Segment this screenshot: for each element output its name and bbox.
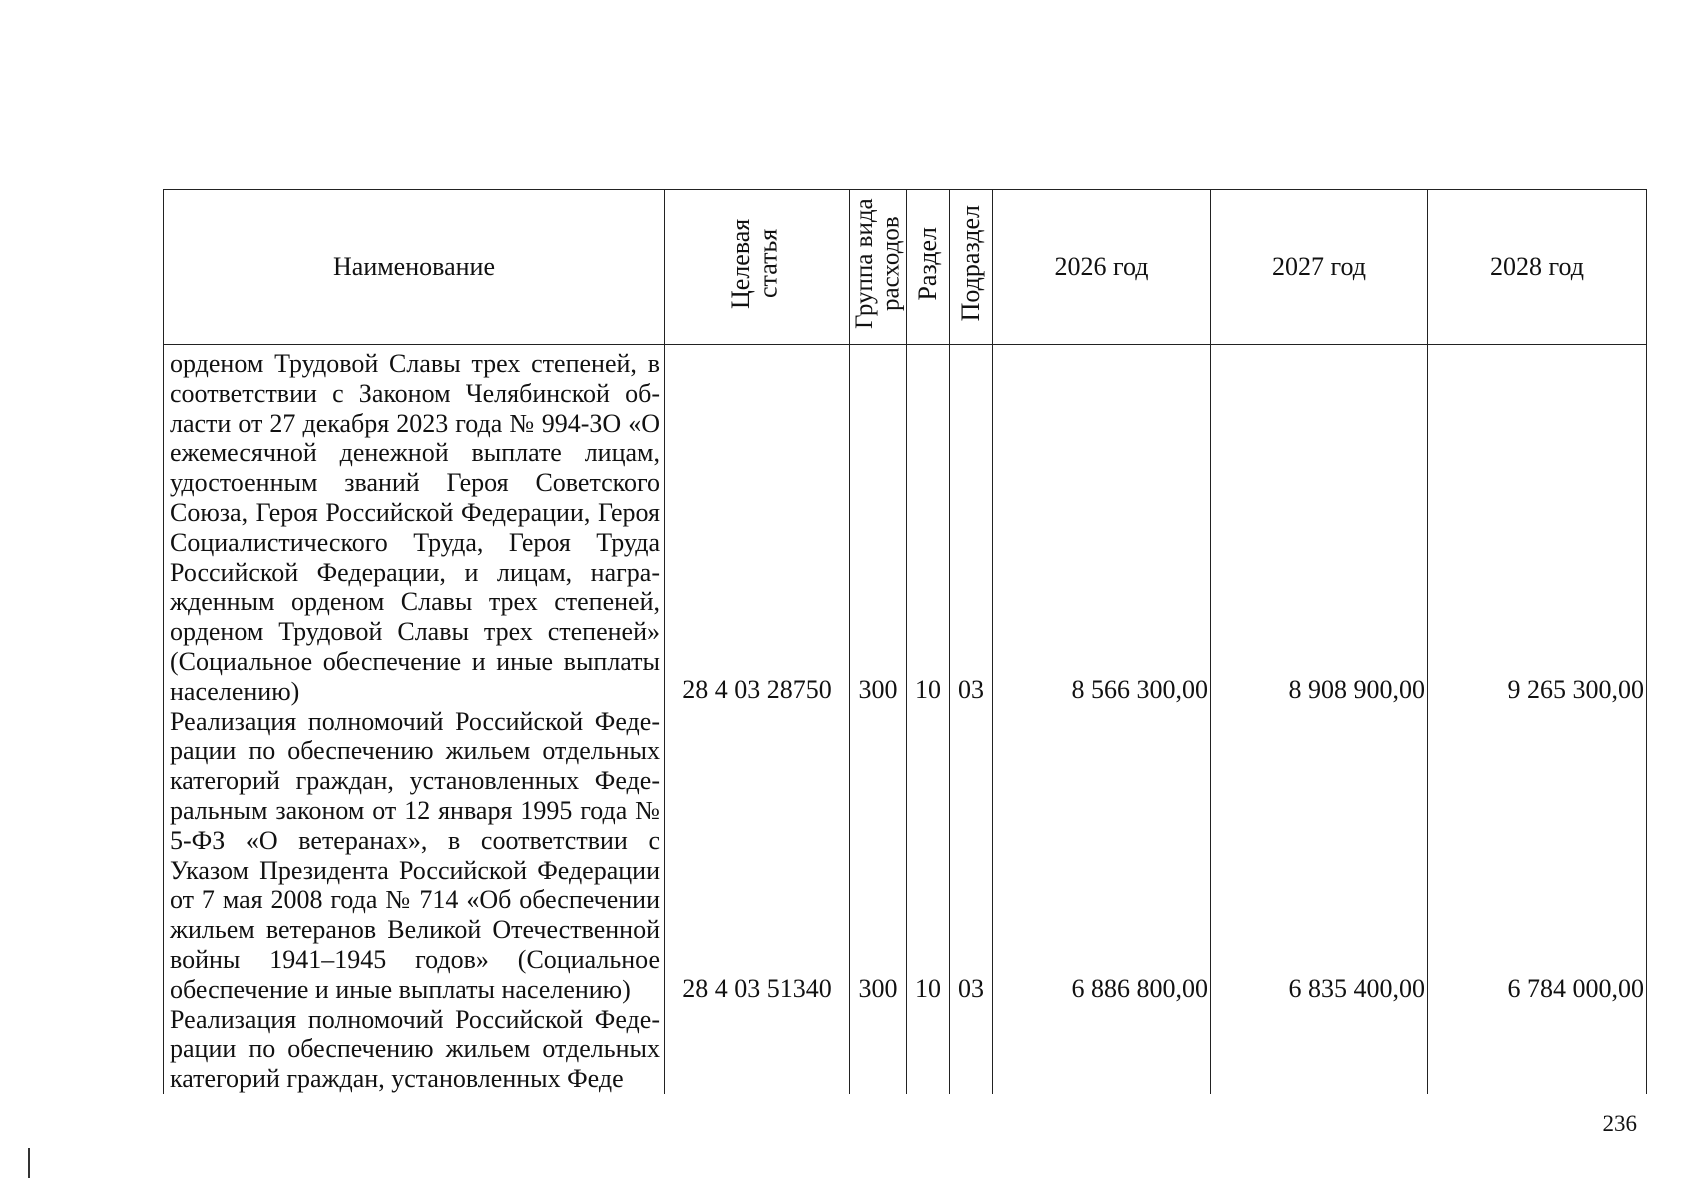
amount-2028: 6 784 000,00 <box>1507 974 1644 1003</box>
subsection-cell <box>950 345 993 1094</box>
header-year-2026: 2026 год <box>993 190 1211 345</box>
name-paragraph: Реализация полномочий Российской Федерации по обеспечению жильем отдельных категорий граждан, установленных Феде <box>170 1004 660 1094</box>
amount-2026: 8 566 300,00 <box>1071 675 1208 704</box>
year-2026-cell <box>993 345 1211 1094</box>
amount-2027: 6 835 400,00 <box>1288 974 1425 1003</box>
header-subsection: Подраздел <box>950 190 993 345</box>
page-number: 236 <box>1602 1111 1637 1136</box>
scan-margin-mark <box>28 1148 30 1178</box>
name-paragraph: Реализация полномочий Российской Федерации по обеспечению жильем отдельных категорий граждан, установленных Федеральным законом от 12 января 1995 года № 5-ФЗ «О ветеранах», в соответствии с Указом Президента Российской Федерации от 7 мая 2008 года № 714 «Об обеспечении жильем ветеранов Великой Отечественной войны 1941–1945 годов» (Социальное обеспечение и иные выплаты населению) <box>170 706 660 1004</box>
section-cell <box>907 345 950 1094</box>
year-2028-cell <box>1428 345 1647 1094</box>
subsection-value: 03 <box>958 974 984 1003</box>
budget-table <box>163 189 1647 1094</box>
table-header-row <box>164 190 1647 345</box>
expense-group-cell <box>850 345 907 1094</box>
section-value: 10 <box>915 675 941 704</box>
header-expense-group: Группа вида расходов <box>850 190 907 345</box>
expense-group-value: 300 <box>858 974 898 1003</box>
table-body-row <box>164 345 1647 1094</box>
amount-2026: 6 886 800,00 <box>1071 974 1208 1003</box>
header-section: Раздел <box>907 190 950 345</box>
name-cell <box>164 345 665 1094</box>
expense-group-value: 300 <box>858 675 898 704</box>
target-article-value: 28 4 03 51340 <box>682 974 832 1003</box>
target-article-cell <box>665 345 850 1094</box>
year-2027-cell <box>1211 345 1428 1094</box>
subsection-value: 03 <box>958 675 984 704</box>
name-paragraph: орденом Трудовой Славы трех степеней, в соответствии с Законом Челябинской области от 27 декабря 2023 года № 994-ЗО «О ежемесячной денежной выплате лицам, удостоенным званий Героя Советского Союза, Героя Российской Федерации, Героя Социалистического Труда, Героя Труда Российской Федерации, и лицам, награжденным орденом Славы трех степеней, орденом Трудовой Славы трех степеней» (Социальное обеспечение и иные выплаты населению) <box>170 349 660 706</box>
header-year-2028: 2028 год <box>1428 190 1647 345</box>
section-value: 10 <box>915 974 941 1003</box>
header-target-article: Целевая статья <box>665 190 850 345</box>
amount-2027: 8 908 900,00 <box>1288 675 1425 704</box>
header-year-2027: 2027 год <box>1211 190 1428 345</box>
amount-2028: 9 265 300,00 <box>1507 675 1644 704</box>
header-name: Наименование <box>164 190 665 345</box>
target-article-value: 28 4 03 28750 <box>682 675 832 704</box>
